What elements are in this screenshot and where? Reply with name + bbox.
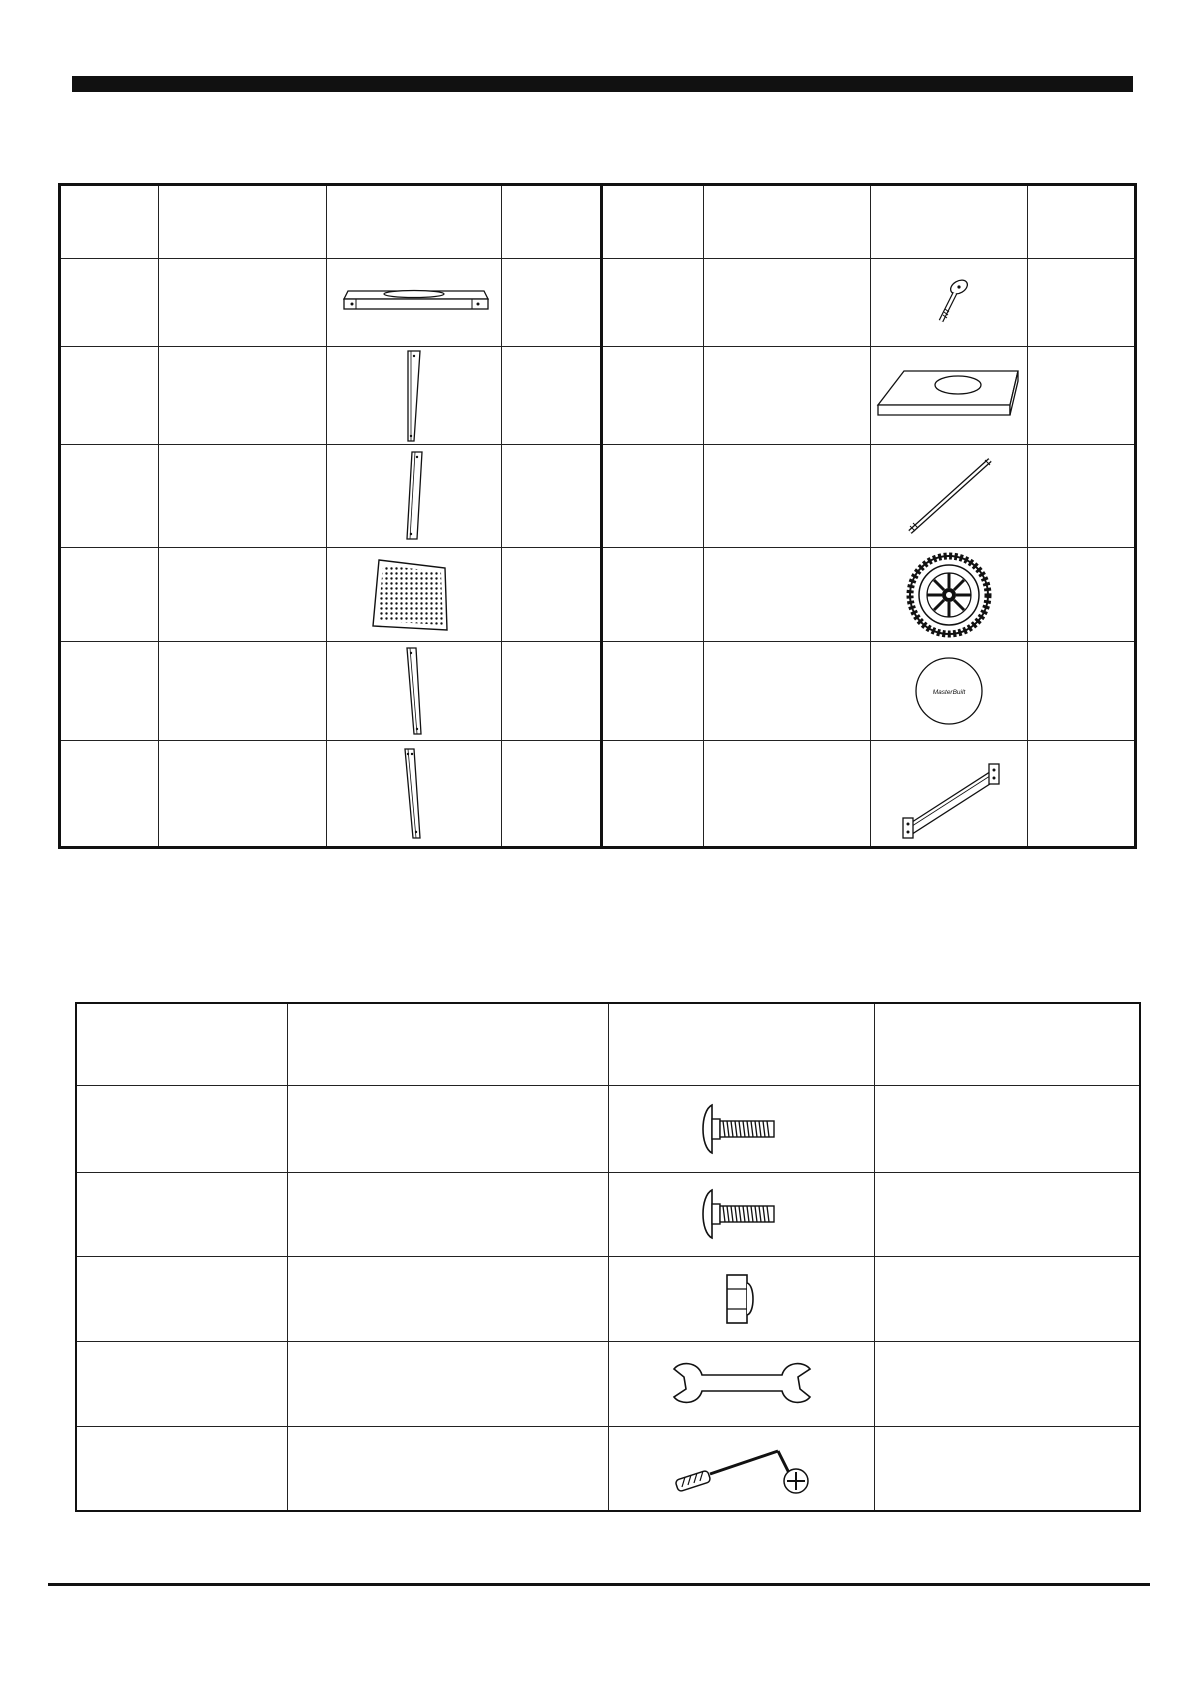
table-row [76,1085,1140,1172]
leg-icon [394,449,434,543]
table-row [76,1426,1140,1511]
support-bracket-icon [889,746,1009,842]
header-cell [871,185,1028,259]
part-image-cell [327,259,502,347]
table-row [60,548,1136,642]
hardware-image-cell [608,1085,874,1172]
hardware-table [75,1002,1141,1512]
wrench-icon [666,1359,816,1409]
perforated-panel-icon [369,556,459,634]
hubcap-icon [913,655,985,727]
hardware-image-cell [608,1172,874,1256]
header-cell [602,185,704,259]
header-rule [72,76,1133,92]
header-cell [1028,185,1136,259]
leg-icon [394,348,434,444]
axle-bolt-icon [919,273,979,333]
part-image-cell [327,741,502,848]
hardware-image-cell [608,1256,874,1341]
part-image-cell [871,548,1028,642]
part-image-cell [327,548,502,642]
bottom-shelf-icon [874,363,1024,429]
table-row [76,1341,1140,1426]
header-cell [608,1003,874,1085]
wheel-icon [906,552,992,638]
header-cell [159,185,327,259]
part-image-cell [871,741,1028,848]
parts-table [58,183,1137,849]
table-row [60,741,1136,848]
part-image-cell [327,347,502,445]
part-image-cell [871,642,1028,741]
hardware-image-cell [608,1341,874,1426]
header-cell [502,185,602,259]
leg-icon [394,746,434,842]
header-cell [287,1003,608,1085]
header-cell [874,1003,1140,1085]
header-cell [76,1003,287,1085]
header-cell [327,185,502,259]
table-header-row [60,185,1136,259]
carriage-bolt-icon [696,1186,786,1242]
hubcap-brand: MasterBuilt [932,689,966,696]
table-row [76,1172,1140,1256]
carriage-bolt-icon [696,1101,786,1157]
header-cell [704,185,871,259]
part-image-cell [327,642,502,741]
screwdriver-icon [666,1435,816,1501]
part-image-cell [871,445,1028,548]
table-row [60,642,1136,741]
table-row [76,1256,1140,1341]
table-row [60,347,1136,445]
header-cell [60,185,159,259]
part-image-cell [327,445,502,548]
hex-nut-icon [721,1269,761,1329]
leg-icon [394,645,434,737]
table-row [60,259,1136,347]
axle-icon [894,454,1004,538]
table-row [60,445,1136,548]
part-image-cell [871,347,1028,445]
grill-bowl-top-icon [334,283,494,323]
part-image-cell [871,259,1028,347]
table-header-row [76,1003,1140,1085]
footer-rule [48,1583,1150,1586]
hardware-image-cell [608,1426,874,1511]
